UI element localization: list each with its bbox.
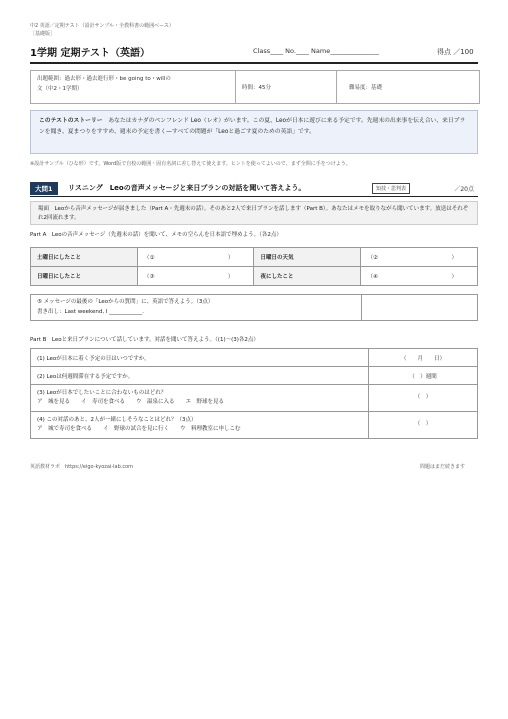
part-b-questions xyxy=(30,348,478,439)
footer-continue: 問題はまだ続きます xyxy=(420,464,466,470)
answer-blank-3[interactable] xyxy=(137,267,254,286)
answer-field-2[interactable]: （ ）週間 xyxy=(369,367,478,385)
question-1: (1) Leoが日本に着く予定の日はいつですか。 xyxy=(31,349,369,367)
section-title: リスニング Leoの音声メッセージと来日プランの対話を聞いて答えよう。 xyxy=(68,184,306,192)
answer-number: （④ xyxy=(367,274,378,280)
answer-number: （② xyxy=(367,255,378,261)
question-4-text: (4) この対話のあと、2人が一緒にしそうなことはどれ？（3点） xyxy=(37,416,197,423)
answer-field-1[interactable]: （ 月 日） xyxy=(369,349,478,367)
skill-tag: 知技・思判表 xyxy=(372,183,410,194)
question-4 xyxy=(31,412,369,439)
test-info-box xyxy=(30,70,480,104)
memo-table xyxy=(30,247,478,286)
question-5-box xyxy=(30,294,478,321)
memo-label: 土曜日にしたこと xyxy=(31,248,138,267)
memo-label: 日曜日の天気 xyxy=(254,248,361,267)
difficulty-text: 難易度：基礎 xyxy=(349,85,383,91)
story-text: あなたはカナダのペンフレンド Leo（レオ）がいます。この夏、Leoが日本に遊びに来る予定です。先週末の出来事を伝え合い、来日プランを聞き、夏まつりをすすめ、週末の予定を書く—すべての問題が「Leoと過ごす夏のための英語」です。 xyxy=(39,118,466,135)
score-field: 得点 ／100 xyxy=(437,48,474,56)
question-4-choices: ア 城で寿司を食べる イ 野球の試合を見に行く ウ 料理教室に申しこむ xyxy=(37,426,241,432)
range-line-2: 文（中2・1学期） xyxy=(37,86,83,92)
page-title: 1学期 定期テスト（英語） xyxy=(30,48,151,59)
question-5-prompt: ⑤ メッセージの最後の「Leoからの質問」に、英語で答えよう。（3点） xyxy=(37,299,214,305)
answer-blank-4[interactable] xyxy=(361,267,478,286)
answer-close: ） xyxy=(451,255,457,261)
table-row xyxy=(31,367,478,385)
answer-close: ） xyxy=(227,255,234,261)
answer-close: ） xyxy=(227,274,234,280)
class-name-line: Class____ No.____ Name_______________ xyxy=(253,47,379,55)
question-5-text xyxy=(31,295,362,320)
question-2: (2) Leoは何週間滞在する予定ですか。 xyxy=(31,367,369,385)
question-3 xyxy=(31,385,369,412)
question-3-choices: ア 城を見る イ 寿司を食べる ウ 温泉に入る エ 野球を見る xyxy=(37,399,225,405)
footer-source: 英語教材ラボ https://eigo-kyozai-lab.com xyxy=(30,464,134,470)
story-box xyxy=(30,110,478,154)
answer-number: （③ xyxy=(143,274,155,280)
range-cell xyxy=(31,71,236,103)
answer-close: ） xyxy=(451,274,457,280)
section-1-header xyxy=(30,182,478,197)
design-note: ※設計サンプル（ひな形）です。Word版で自校の範囲・固有名詞に差し替えて使えます。ヒントを使ってよいので、まず全問に手をつけよう。 xyxy=(30,161,351,167)
header-subject-line: 中2 英語／定期テスト（設計サンプル・全教科書の範囲ベース） xyxy=(30,23,174,29)
table-row xyxy=(31,385,478,412)
title-divider xyxy=(30,62,478,64)
question-5-starter: 書き出し：Last weekend, I ____________. xyxy=(37,308,144,315)
table-row xyxy=(31,412,478,439)
table-row xyxy=(31,267,478,286)
time-text: 時間：45分 xyxy=(242,85,271,91)
part-a-title: Part A Leoの音声メッセージ（先週末の話）を聞いて、メモの空らんを日本語で埋めよう。（各2点） xyxy=(30,232,282,238)
range-line-1: 出題範囲：過去形・過去進行形・be going to・willの xyxy=(37,76,171,82)
answer-number: （① xyxy=(143,255,155,261)
answer-blank-2[interactable] xyxy=(361,248,478,267)
table-row xyxy=(31,349,478,367)
question-3-text: (3) Leoが日本でしたいことに合わないものはどれ？ xyxy=(37,389,167,396)
section-badge: 大問1 xyxy=(30,182,58,195)
listening-instructions: 場面 Leoから音声メッセージが届きました（Part A・先週末の話）。そのあと2人で来日プランを話します（Part B）。あなたはメモを取りながら聞いています。放送はそれぞれ2回流れます。 xyxy=(30,201,478,225)
memo-label: 日曜日にしたこと xyxy=(31,267,138,286)
part-b-title: Part B Leoと来日プランについて話しています。対話を聞いて答えよう。（(1)〜(3)各2点） xyxy=(30,337,259,343)
difficulty-cell xyxy=(337,71,479,103)
answer-blank-1[interactable] xyxy=(137,248,254,267)
time-cell xyxy=(236,71,337,103)
table-row xyxy=(31,248,478,267)
section-points: ／20点 xyxy=(454,186,474,193)
answer-field-4[interactable]: （ ） xyxy=(369,412,478,439)
memo-label: 夜にしたこと xyxy=(254,267,361,286)
header-level-label: ［基礎版］ xyxy=(30,31,56,37)
story-label: このテストのストーリー xyxy=(39,118,103,124)
answer-field-3[interactable]: （ ） xyxy=(369,385,478,412)
